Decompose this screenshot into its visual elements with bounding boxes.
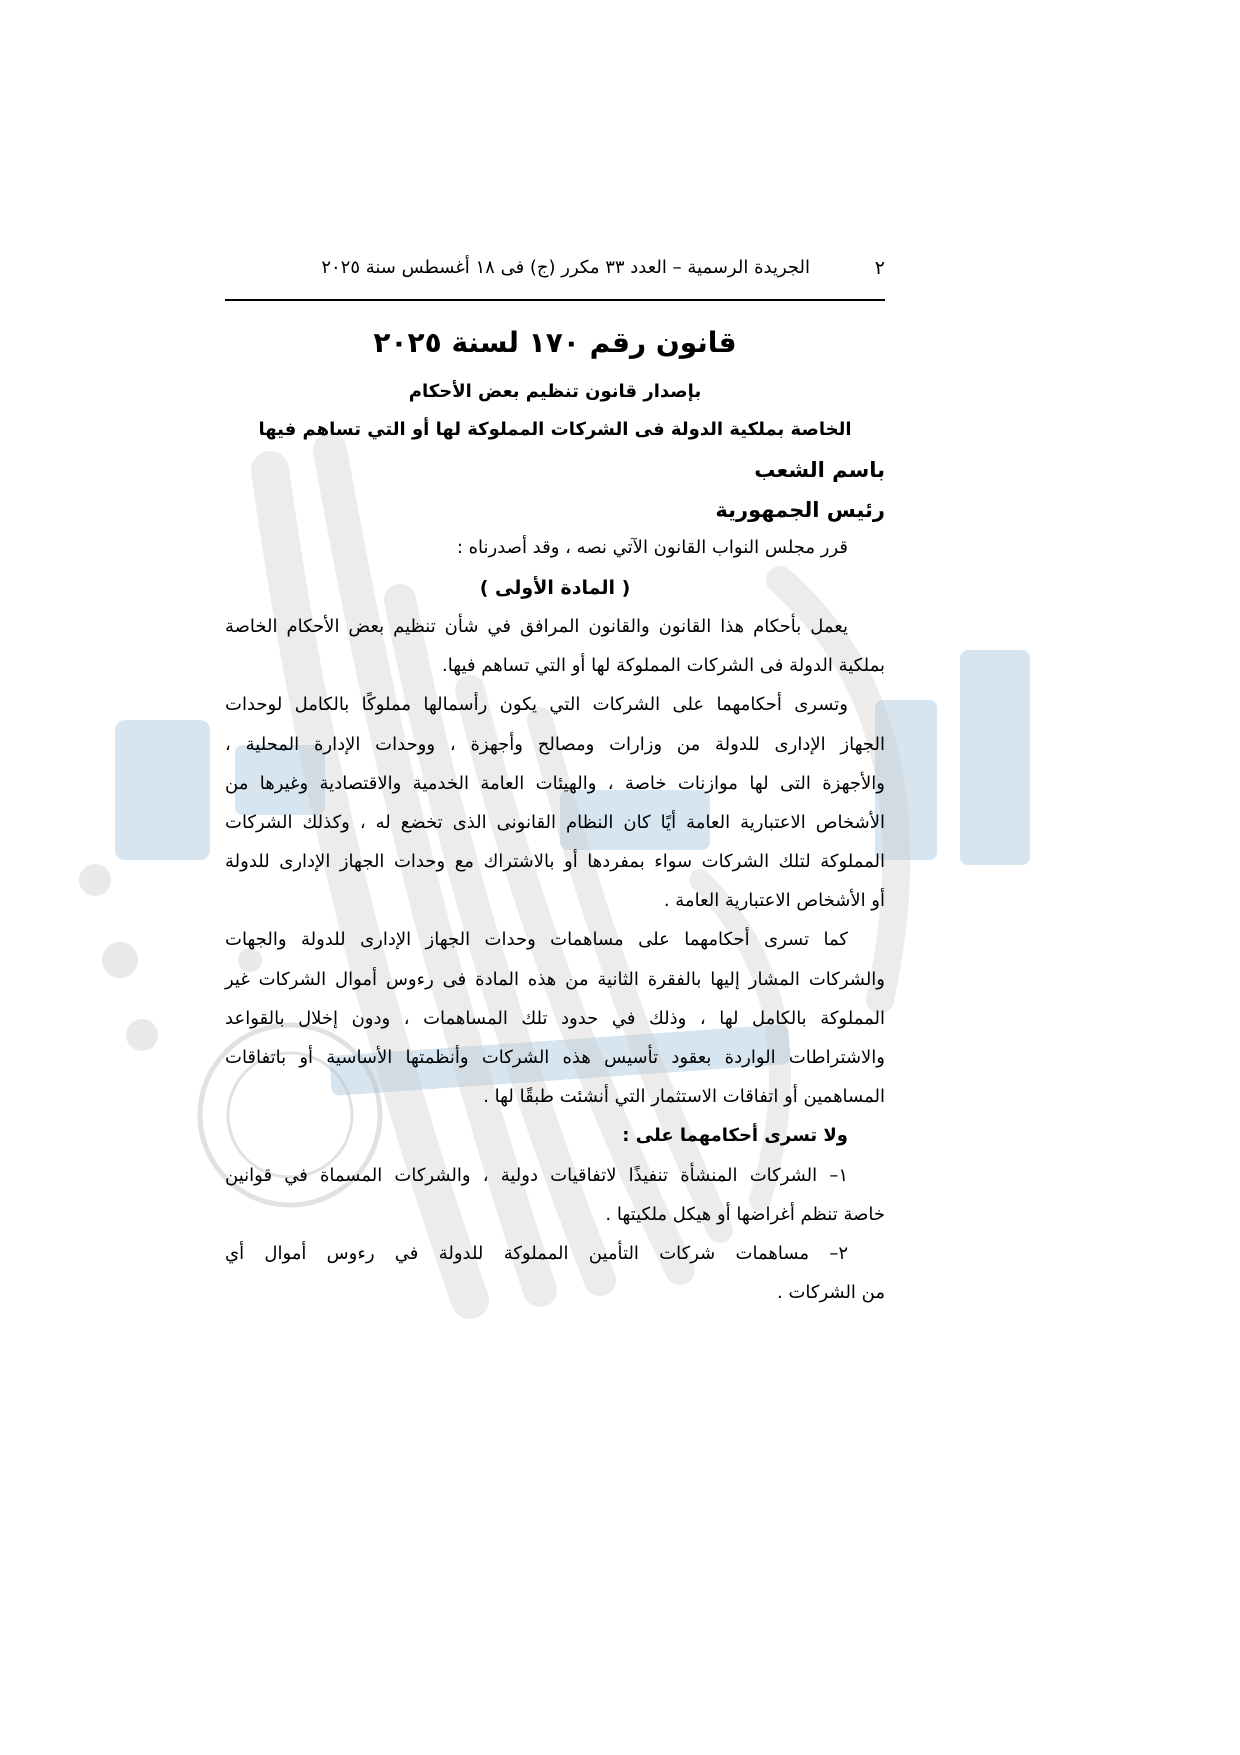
paragraph-line: المملوكة لتلك الشركات سواء بمفردها أو بالاشتراك مع وحدات الجهاز الإدارى للدولة	[225, 851, 885, 872]
paragraph-line: والشركات المشار إليها بالفقرة الثانية من هذه المادة فى رءوس أموال الشركات غير	[225, 969, 885, 990]
paragraph-line: المملوكة بالكامل لها ، وذلك في حدود تلك المساهمات ، ودون إخلال بالقواعد	[225, 1008, 885, 1029]
header-divider	[225, 299, 885, 301]
article-heading: ( المادة الأولى )	[479, 577, 631, 599]
watermark-dot	[102, 942, 138, 978]
enactment-clause: قرر مجلس النواب القانون الآتي نصه ، وقد أصدرناه :	[456, 537, 848, 558]
in-the-name-of-people: باسم الشعب	[754, 458, 885, 482]
exclusion-item-line: خاصة تنظم أغراضها أو هيكل ملكيتها .	[605, 1204, 885, 1225]
watermark-dot	[79, 864, 111, 896]
law-title: قانون رقم ١٧٠ لسنة ٢٠٢٥	[373, 326, 737, 359]
exclusion-item-line: من الشركات .	[777, 1282, 885, 1303]
paragraph-line: أو الأشخاص الاعتبارية العامة .	[663, 890, 885, 911]
gazette-header: الجريدة الرسمية – العدد ٣٣ مكرر (ج) فى ١٨ أغسطس سنة ٢٠٢٥	[321, 257, 810, 278]
law-subtitle: بإصدار قانون تنظيم بعض الأحكام	[408, 381, 702, 402]
watermark-block	[115, 720, 210, 860]
paragraph-line: المساهمين أو اتفاقات الاستثمار التي أنشئت طبقًا لها .	[483, 1086, 885, 1107]
exclusions-heading: ولا تسرى أحكامهما على :	[622, 1125, 848, 1146]
paragraph-line: يعمل بأحكام هذا القانون والقانون المرافق في شأن تنظيم بعض الأحكام الخاصة	[225, 616, 848, 637]
watermark-block	[960, 650, 1030, 865]
president-of-republic: رئيس الجمهورية	[715, 498, 885, 522]
exclusion-item-line: ١– الشركات المنشأة تنفيذًا لاتفاقيات دولية ، والشركات المسماة في قوانين	[225, 1165, 848, 1186]
exclusion-item-line: ٢– مساهمات شركات التأمين المملوكة للدولة في رءوس أموال أي	[225, 1243, 848, 1264]
law-subtitle: الخاصة بملكية الدولة فى الشركات المملوكة لها أو التي تساهم فيها	[258, 419, 852, 440]
page-number: ٢	[874, 257, 885, 279]
paragraph-line: والاشتراطات الواردة بعقود تأسيس هذه الشركات وأنظمتها الأساسية أو باتفاقات	[225, 1047, 885, 1068]
paragraph-line: وتسرى أحكامهما على الشركات التي يكون رأسمالها مملوكًا بالكامل لوحدات	[225, 694, 848, 715]
watermark-dot	[126, 1019, 158, 1051]
paragraph-line: الجهاز الإدارى للدولة من وزارات ومصالح وأجهزة ، ووحدات الإدارة المحلية ،	[225, 734, 885, 755]
paragraph-line: الأشخاص الاعتبارية العامة أيًا كان النظام القانونى الذى تخضع له ، وكذلك الشركات	[225, 812, 885, 833]
paragraph-line: والأجهزة التى لها موازنات خاصة ، والهيئات العامة الخدمية والاقتصادية وغيرها من	[225, 773, 885, 794]
paragraph-line: بملكية الدولة فى الشركات المملوكة لها أو التي تساهم فيها.	[442, 655, 885, 676]
paragraph-line: كما تسرى أحكامهما على مساهمات وحدات الجهاز الإدارى للدولة والجهات	[225, 929, 848, 950]
